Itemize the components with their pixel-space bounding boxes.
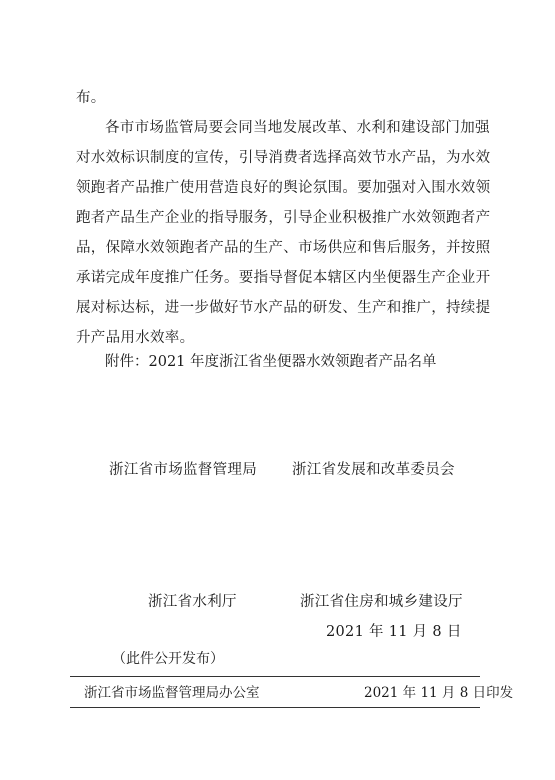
attachment-line: 附件：2021 年度浙江省坐便器水效领跑者产品名单 <box>105 354 437 370</box>
body-line: 各市市场监管局要会同当地发展改革、水利和建设部门加强 <box>105 120 490 136</box>
signatory-water-resources: 浙江省水利厅 <box>148 594 237 610</box>
publish-note: （此件公开发布） <box>112 651 224 667</box>
issue-date: 2021 年 11 月 8 日 <box>326 624 462 640</box>
footer-office: 浙江省市场监督管理局办公室 <box>84 685 260 701</box>
body-line: 展对标达标，进一步做好节水产品的研发、生产和推广，持续提 <box>76 300 491 316</box>
body-text <box>76 83 492 353</box>
signatory-housing-construction: 浙江省住房和城乡建设厅 <box>300 594 463 610</box>
body-line: 升产品用水效率。 <box>76 330 195 346</box>
body-line: 品，保障水效领跑者产品的生产、市场供应和售后服务，并按照 <box>76 240 491 256</box>
body-line: 布。 <box>76 90 106 106</box>
body-line: 承诺完成年度推广任务。要指导督促本辖区内坐便器生产企业开 <box>76 270 491 286</box>
footer-bottom-rule <box>70 707 480 708</box>
footer-print-date: 2021 年 11 月 8 日印发 <box>364 685 514 701</box>
body-line: 领跑者产品推广使用营造良好的舆论氛围。要加强对入围水效领 <box>76 180 491 196</box>
signatory-market-regulation: 浙江省市场监督管理局 <box>109 462 257 478</box>
signatory-development-reform: 浙江省发展和改革委员会 <box>292 462 455 478</box>
body-line: 对水效标识制度的宣传，引导消费者选择高效节水产品，为水效 <box>76 150 491 166</box>
footer-top-rule <box>70 676 480 677</box>
body-line: 跑者产品生产企业的指导服务，引导企业积极推广水效领跑者产 <box>76 210 491 226</box>
